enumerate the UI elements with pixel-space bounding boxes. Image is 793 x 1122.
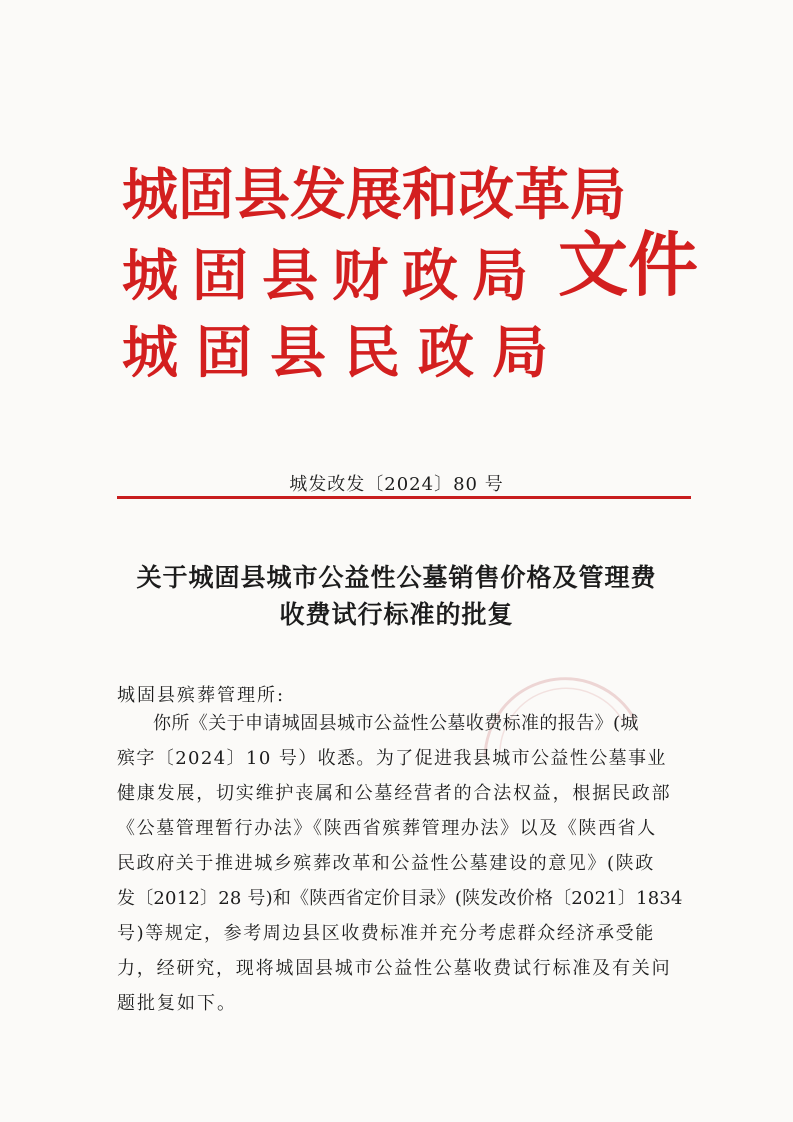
salutation: 城固县殡葬管理所: [117, 685, 286, 706]
document-number: 城发改发〔2024〕80 号 [289, 474, 504, 495]
document-title-line-1: 关于城固县城市公益性公墓销售价格及管理费 [136, 563, 657, 592]
body-line-5: 民政府关于推进城乡殡葬改革和公益性公墓建设的意见》(陕政 [117, 853, 655, 874]
faint-official-seal [465, 650, 645, 760]
body-line-1: 你所《关于申请城固县城市公益性公墓收费标准的报告》(城 [153, 713, 639, 734]
letterhead-suffix: 文件 [558, 223, 698, 306]
body-line-9: 题批复如下。 [117, 993, 237, 1014]
body-line-6: 发〔2012〕28 号)和《陕西省定价目录》(陕发改价格〔2021〕1834 [117, 888, 683, 909]
body-line-3: 健康发展，切实维护丧属和公墓经营者的合法权益，根据民政部 [117, 783, 672, 804]
letterhead-line-2: 城固县财政局 [122, 243, 542, 309]
letterhead-line-3: 城固县民政局 [122, 320, 566, 386]
document-title-line-2: 收费试行标准的批复 [279, 600, 514, 629]
body-line-4: 《公墓管理暂行办法》《陕西省殡葬管理办法》以及《陕西省人 [117, 818, 657, 839]
body-line-7: 号)等规定，参考周边县区收费标准并充分考虑群众经济承受能 [117, 923, 655, 944]
letterhead-line-1: 城固县发展和改革局 [122, 162, 626, 228]
body-line-2: 殡字〔2024〕10 号）收悉。为了促进我县城市公益性公墓事业 [117, 748, 667, 769]
body-line-8: 力，经研究，现将城固县城市公益性公墓收费试行标准及有关问 [117, 958, 672, 979]
red-divider-rule [117, 496, 691, 499]
